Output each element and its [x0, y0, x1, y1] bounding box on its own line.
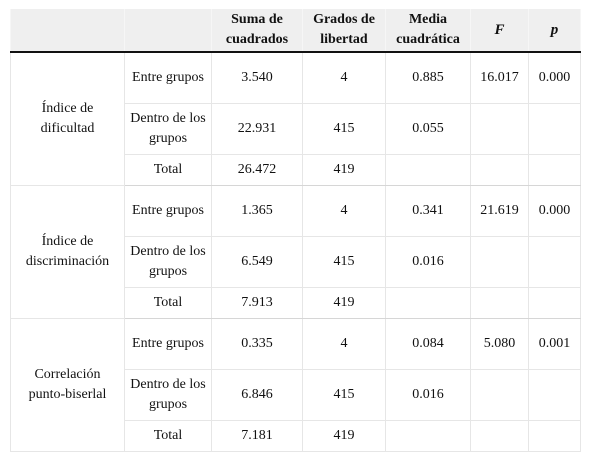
- p-cell: [529, 421, 581, 452]
- df-cell: 419: [303, 421, 386, 452]
- table-row: [11, 319, 581, 370]
- df-cell: 415: [303, 237, 386, 288]
- df-cell: 4: [303, 319, 386, 370]
- f-cell: 5.080: [471, 319, 529, 370]
- source-cell: Dentro de los grupos: [125, 237, 212, 288]
- anova-table-container: [10, 9, 580, 452]
- ms-cell: [386, 421, 471, 452]
- f-cell: [471, 421, 529, 452]
- header-row: [11, 9, 581, 52]
- ss-cell: 6.846: [212, 370, 303, 421]
- source-cell: Total: [125, 155, 212, 186]
- header-f: F: [471, 9, 529, 52]
- p-cell: [529, 104, 581, 155]
- table-row: [11, 186, 581, 237]
- ms-cell: [386, 155, 471, 186]
- ss-cell: 6.549: [212, 237, 303, 288]
- source-cell: Total: [125, 421, 212, 452]
- group-label: Índice de discriminación: [11, 186, 125, 319]
- f-cell: [471, 237, 529, 288]
- f-cell: [471, 370, 529, 421]
- ss-cell: 0.335: [212, 319, 303, 370]
- header-group: [11, 9, 125, 52]
- ss-cell: 3.540: [212, 52, 303, 104]
- ss-cell: 26.472: [212, 155, 303, 186]
- ms-cell: [386, 288, 471, 319]
- group-label: Índice de dificultad: [11, 52, 125, 186]
- ms-cell: 0.341: [386, 186, 471, 237]
- f-cell: [471, 155, 529, 186]
- source-cell: Entre grupos: [125, 186, 212, 237]
- ss-cell: 7.913: [212, 288, 303, 319]
- header-sum-of-squares: Suma de cuadrados: [212, 9, 303, 52]
- source-cell: Dentro de los grupos: [125, 104, 212, 155]
- f-cell: [471, 288, 529, 319]
- header-mean-square: Media cuadrática: [386, 9, 471, 52]
- source-cell: Entre grupos: [125, 319, 212, 370]
- p-cell: 0.000: [529, 52, 581, 104]
- df-cell: 4: [303, 186, 386, 237]
- ms-cell: 0.016: [386, 370, 471, 421]
- header-degrees-of-freedom: Grados de libertad: [303, 9, 386, 52]
- f-cell: 21.619: [471, 186, 529, 237]
- ms-cell: 0.055: [386, 104, 471, 155]
- df-cell: 419: [303, 155, 386, 186]
- source-cell: Dentro de los grupos: [125, 370, 212, 421]
- p-cell: 0.000: [529, 186, 581, 237]
- df-cell: 4: [303, 52, 386, 104]
- p-cell: [529, 288, 581, 319]
- ss-cell: 7.181: [212, 421, 303, 452]
- df-cell: 415: [303, 370, 386, 421]
- ss-cell: 1.365: [212, 186, 303, 237]
- p-cell: [529, 155, 581, 186]
- group-label: Correlación punto-biserlal: [11, 319, 125, 452]
- anova-table: [10, 9, 581, 452]
- source-cell: Entre grupos: [125, 52, 212, 104]
- source-cell: Total: [125, 288, 212, 319]
- df-cell: 419: [303, 288, 386, 319]
- header-source: [125, 9, 212, 52]
- f-cell: 16.017: [471, 52, 529, 104]
- p-cell: 0.001: [529, 319, 581, 370]
- f-cell: [471, 104, 529, 155]
- ms-cell: 0.084: [386, 319, 471, 370]
- ms-cell: 0.016: [386, 237, 471, 288]
- p-cell: [529, 237, 581, 288]
- ms-cell: 0.885: [386, 52, 471, 104]
- header-p: p: [529, 9, 581, 52]
- df-cell: 415: [303, 104, 386, 155]
- table-row: [11, 52, 581, 104]
- p-cell: [529, 370, 581, 421]
- ss-cell: 22.931: [212, 104, 303, 155]
